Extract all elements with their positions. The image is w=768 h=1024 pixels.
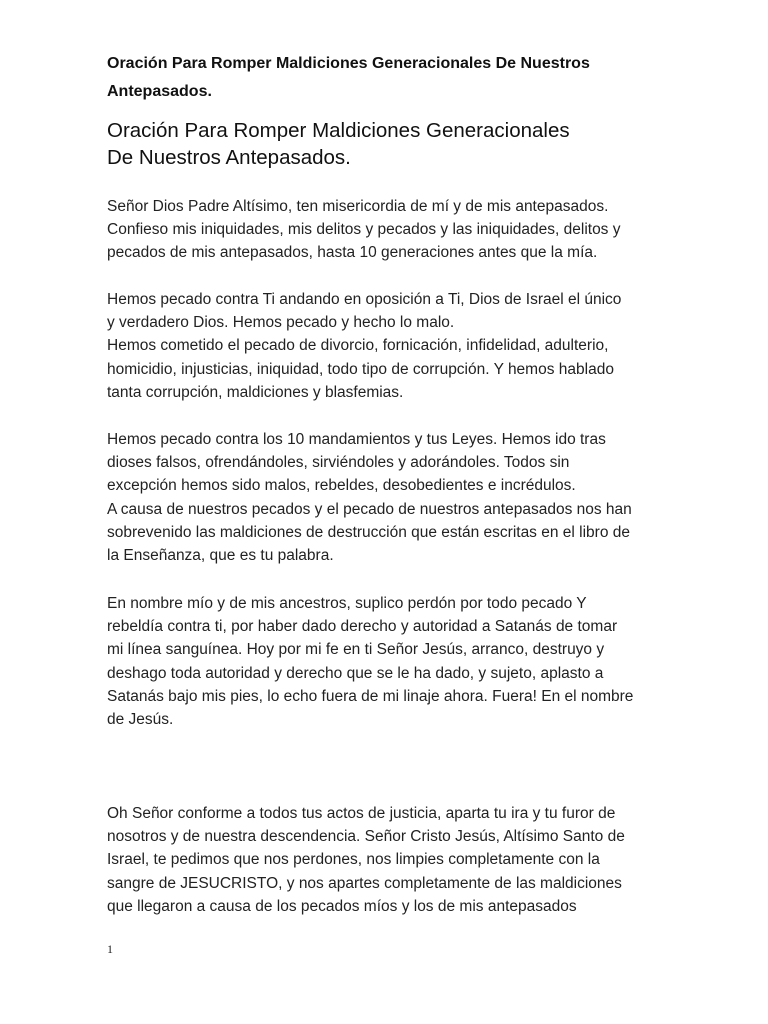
header-title xyxy=(107,50,667,106)
paragraph-line: A causa de nuestros pecados y el pecado de nuestros antepasados nos han xyxy=(107,500,632,518)
paragraph-line: Hemos pecado contra los 10 mandamientos y tus Leyes. Hemos ido tras xyxy=(107,431,606,448)
paragraph-line: dioses falsos, ofrendándoles, sirviéndoles y adorándoles. Todos sin xyxy=(107,454,570,472)
paragraph-line: Confieso mis iniquidades, mis delitos y pecados y las iniquidades, delitos y xyxy=(107,221,621,239)
paragraph-line: En nombre mío y de mis ancestros, suplico perdón por todo pecado Y xyxy=(107,595,587,612)
paragraph-line: Hemos pecado contra Ti andando en oposición a Ti, Dios de Israel el único xyxy=(107,291,622,308)
paragraph-3 xyxy=(107,428,667,567)
paragraph-line: mi línea sanguínea. Hoy por mi fe en ti Señor Jesús, arranco, destruyo y xyxy=(107,641,605,659)
paragraph-line: y verdadero Dios. Hemos pecado y hecho lo malo. xyxy=(107,314,455,332)
paragraph-line: Hemos cometido el pecado de divorcio, fornicación, infidelidad, adulterio, xyxy=(107,337,609,355)
header-title-line-1: Oración Para Romper Maldiciones Generacionales De Nuestros xyxy=(107,55,590,72)
paragraph-line: sangre de JESUCRISTO, y nos apartes completamente de las maldiciones xyxy=(107,874,622,892)
paragraph-line: Israel, te pedimos que nos perdones, nos limpies completamente con la xyxy=(107,851,600,869)
paragraph-1 xyxy=(107,195,667,265)
paragraph-4 xyxy=(107,592,667,731)
paragraph-line: que llegaron a causa de los pecados míos y los de mis antepasados xyxy=(107,897,577,915)
paragraph-line: la Enseñanza, que es tu palabra. xyxy=(107,547,334,565)
paragraph-line: nosotros y de nuestra descendencia. Señor Cristo Jesús, Altísimo Santo de xyxy=(107,828,625,846)
paragraph-line: rebeldía contra ti, por haber dado derecho y autoridad a Satanás de tomar xyxy=(107,618,618,636)
paragraph-line: tanta corrupción, maldiciones y blasfemias. xyxy=(107,383,404,401)
paragraph-line: pecados de mis antepasados, hasta 10 generaciones antes que la mía. xyxy=(107,244,598,262)
paragraph-line: excepción hemos sido malos, rebeldes, desobedientes e incrédulos. xyxy=(107,477,576,495)
paragraph-line: de Jesús. xyxy=(107,711,174,729)
paragraph-5 xyxy=(107,802,667,918)
document-title xyxy=(107,117,667,171)
paragraph-line: Señor Dios Padre Altísimo, ten misericordia de mí y de mis antepasados. xyxy=(107,198,609,215)
header-title-line-2: Antepasados. xyxy=(107,83,212,100)
page-number: 1 xyxy=(107,942,113,956)
paragraph-line: Satanás bajo mis pies, lo echo fuera de mi linaje ahora. Fuera! En el nombre xyxy=(107,687,634,705)
document-title-line-2: De Nuestros Antepasados. xyxy=(107,146,351,169)
paragraph-line: sobrevenido las maldiciones de destrucción que están escritas en el libro de xyxy=(107,523,630,541)
document-title-line-1: Oración Para Romper Maldiciones Generacionales xyxy=(107,119,570,142)
paragraph-line: homicidio, injusticias, iniquidad, todo tipo de corrupción. Y hemos hablado xyxy=(107,360,614,378)
paragraph-line: deshago toda autoridad y derecho que se le ha dado, y sujeto, aplasto a xyxy=(107,664,604,682)
paragraph-2 xyxy=(107,288,667,404)
paragraph-line: Oh Señor conforme a todos tus actos de justicia, aparta tu ira y tu furor de xyxy=(107,805,616,822)
